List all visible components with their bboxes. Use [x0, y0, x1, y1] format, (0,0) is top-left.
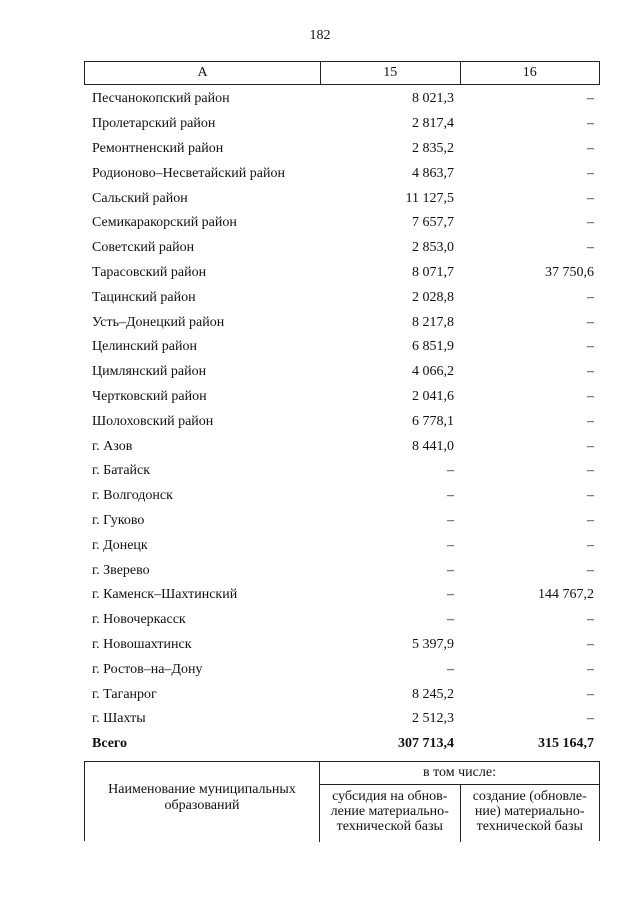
municipality-name: Чертковский район — [92, 388, 207, 404]
municipality-name: Сальский район — [92, 190, 188, 206]
value-col-15: 2 028,8 — [412, 289, 454, 305]
table-row — [84, 533, 600, 558]
table-row — [84, 583, 600, 608]
table-row — [84, 211, 600, 236]
value-col-16: – — [587, 289, 594, 305]
page-number: 182 — [309, 28, 331, 43]
total-col-15: 307 713,4 — [398, 736, 454, 752]
value-col-15: – — [447, 537, 454, 553]
municipality-name: г. Каменск–Шахтинский — [92, 587, 238, 603]
municipality-name: г. Таганрог — [92, 686, 157, 702]
municipality-name: г. Новочеркасск — [92, 612, 186, 628]
table-row — [84, 236, 600, 261]
total-row — [84, 732, 600, 757]
municipality-name: Тарасовский район — [92, 264, 207, 280]
table-row — [84, 558, 600, 583]
municipality-name: г. Батайск — [92, 463, 151, 479]
municipality-name: г. Шахты — [92, 711, 146, 727]
value-col-15: – — [447, 661, 454, 677]
table-row — [84, 633, 600, 658]
table-row — [84, 360, 600, 385]
value-col-16: – — [587, 612, 594, 628]
value-col-16: – — [587, 413, 594, 429]
value-col-16: 144 767,2 — [538, 587, 594, 603]
next-table-header — [84, 761, 600, 841]
value-col-15: – — [447, 463, 454, 479]
municipality-name: Песчанокопский район — [92, 91, 230, 107]
table-row — [84, 161, 600, 186]
municipality-name: г. Новошахтинск — [92, 636, 192, 652]
municipality-name: Шолоховский район — [92, 413, 214, 429]
table-row — [84, 335, 600, 360]
table-row — [84, 409, 600, 434]
table-row — [84, 137, 600, 162]
subsidy-header: субсидия на обнов-ление материально-технической базы — [330, 789, 449, 834]
table-row — [84, 707, 600, 732]
table-body — [84, 87, 600, 757]
municipality-name: Семикаракорский район — [92, 215, 237, 231]
table-row — [84, 682, 600, 707]
creation-header: создание (обновле-ние) материально-технической базы — [460, 785, 600, 842]
municipality-name: Усть–Донецкий район — [92, 314, 225, 330]
municipality-name: Тацинский район — [92, 289, 196, 305]
value-col-16: – — [587, 165, 594, 181]
municipality-name: г. Ростов–на–Дону — [92, 661, 203, 677]
value-col-16: – — [587, 512, 594, 528]
table-row — [84, 285, 600, 310]
value-col-16: – — [587, 488, 594, 504]
table-row — [84, 657, 600, 682]
value-col-16: – — [587, 314, 594, 330]
table-row — [84, 186, 600, 211]
header-col-a: А — [197, 65, 208, 80]
value-col-15: – — [447, 612, 454, 628]
value-col-16: – — [587, 240, 594, 256]
municipality-name: Цимлянский район — [92, 364, 207, 380]
value-col-16: – — [587, 140, 594, 156]
value-col-16: – — [587, 438, 594, 454]
value-col-15: 5 397,9 — [412, 636, 454, 652]
value-col-16: – — [587, 537, 594, 553]
table-row — [84, 434, 600, 459]
value-col-16: – — [587, 116, 594, 132]
value-col-15: 4 863,7 — [412, 165, 454, 181]
municipality-name: г. Волгодонск — [92, 488, 173, 504]
value-col-16: – — [587, 388, 594, 404]
value-col-15: 8 217,8 — [412, 314, 454, 330]
municipality-name: г. Гуково — [92, 512, 145, 528]
value-col-15: – — [447, 488, 454, 504]
value-col-16: – — [587, 91, 594, 107]
table-row — [84, 385, 600, 410]
value-col-15: 11 127,5 — [405, 190, 454, 206]
value-col-16: 37 750,6 — [545, 264, 594, 280]
total-label: Всего — [92, 736, 127, 752]
value-col-15: 2 853,0 — [412, 240, 454, 256]
table-row — [84, 87, 600, 112]
value-col-15: 8 021,3 — [412, 91, 454, 107]
municipality-header: Наименование муниципальных образований — [85, 762, 320, 842]
value-col-15: 4 066,2 — [412, 364, 454, 380]
value-col-15: 2 817,4 — [412, 116, 454, 132]
value-col-16: – — [587, 562, 594, 578]
value-col-16: – — [587, 711, 594, 727]
including-label: в том числе: — [320, 762, 599, 785]
value-col-15: 2 835,2 — [412, 140, 454, 156]
value-col-16: – — [587, 364, 594, 380]
value-col-16: – — [587, 215, 594, 231]
including-header-group — [320, 762, 599, 842]
municipality-name: Ремонтненский район — [92, 140, 224, 156]
municipality-name: г. Донецк — [92, 537, 148, 553]
value-col-15: 6 778,1 — [412, 413, 454, 429]
value-col-15: 2 512,3 — [412, 711, 454, 727]
municipality-name: Пролетарский район — [92, 116, 216, 132]
value-col-15: 7 657,7 — [412, 215, 454, 231]
municipality-name: Советский район — [92, 240, 195, 256]
header-col-15: 15 — [320, 62, 459, 84]
table-row — [84, 112, 600, 137]
total-col-16: 315 164,7 — [538, 736, 594, 752]
value-col-16: – — [587, 686, 594, 702]
municipality-name: г. Зверево — [92, 562, 150, 578]
value-col-16: – — [587, 636, 594, 652]
value-col-15: 2 041,6 — [412, 388, 454, 404]
table-row — [84, 509, 600, 534]
value-col-15: 8 441,0 — [412, 438, 454, 454]
value-col-16: – — [587, 661, 594, 677]
value-col-15: – — [447, 587, 454, 603]
table-row — [84, 310, 600, 335]
municipality-name: г. Азов — [92, 438, 133, 454]
table-row — [84, 484, 600, 509]
table-row — [84, 261, 600, 286]
value-col-15: – — [447, 512, 454, 528]
value-col-16: – — [587, 339, 594, 355]
municipality-name: Целинский район — [92, 339, 197, 355]
value-col-15: 8 245,2 — [412, 686, 454, 702]
table-row — [84, 608, 600, 633]
header-col-16: 16 — [460, 62, 599, 84]
value-col-15: – — [447, 562, 454, 578]
table-header — [84, 61, 600, 85]
value-col-15: 6 851,9 — [412, 339, 454, 355]
table-row — [84, 459, 600, 484]
value-col-16: – — [587, 463, 594, 479]
municipality-name: Родионово–Несветайский район — [92, 165, 285, 181]
value-col-16: – — [587, 190, 594, 206]
value-col-15: 8 071,7 — [412, 264, 454, 280]
